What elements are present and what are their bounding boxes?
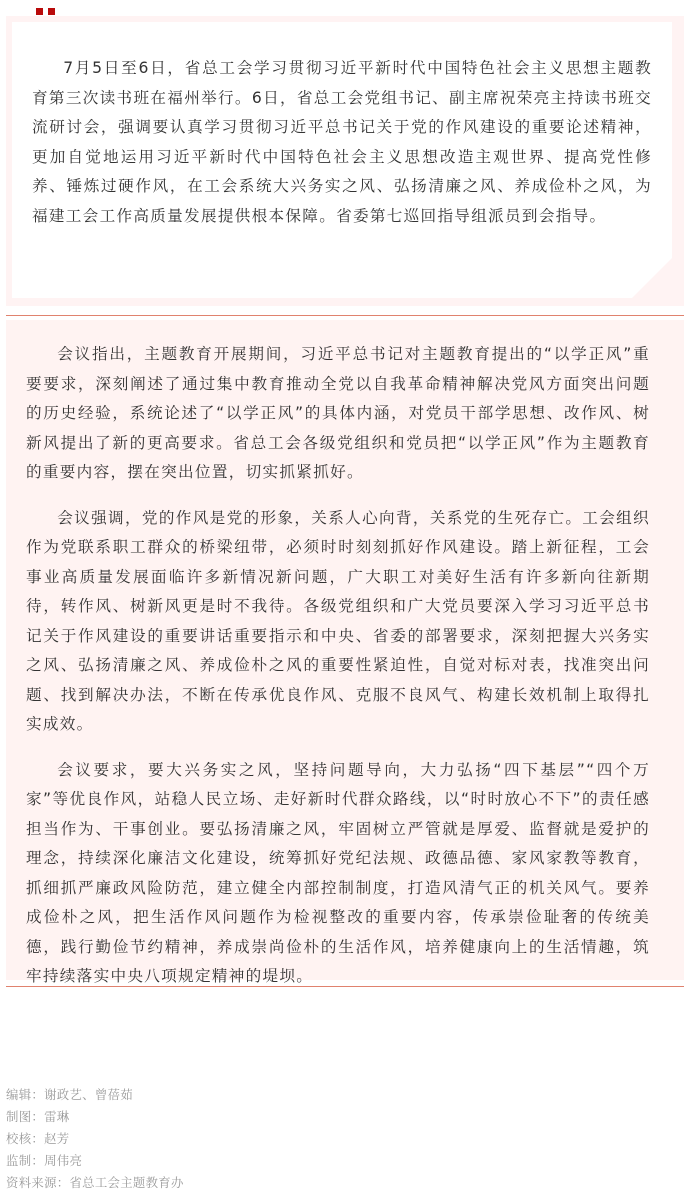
credit-supervisor: 监制：周伟亮 <box>6 1153 83 1168</box>
red-square-icon <box>48 8 55 15</box>
body-paragraph: 会议强调，党的作风是党的形象，关系人心向背，关系党的生死存亡。工会组织作为党联系职工群众的桥梁纽带，必须时时刻刻抓好作风建设。踏上新征程，工会事业高质量发展面临许多新情况新问题，广大职工对美好生活有许多新向往新期待，转作风、树新风更是时不我待。各级党组织和广大党员要深入学习习近平总书记关于作风建设的重要讲话重要指示和中央、省委的部署要求，深刻把握大兴务实之风、弘扬清廉之风、养成俭朴之风的重要性紧迫性，自觉对标对表，找准突出问题、找到解决办法，不断在传承优良作风、克服不良风气、构建长效机制上取得扎实成效。 <box>26 508 650 733</box>
divider-bottom <box>6 986 684 987</box>
credit-editor: 编辑：谢政艺、曾蓓茹 <box>6 1087 133 1102</box>
credit-graphics: 制图：雷琳 <box>6 1109 70 1124</box>
decorative-squares <box>36 8 55 15</box>
intro-box <box>6 16 684 306</box>
red-square-icon <box>36 8 43 15</box>
article-body-box <box>6 320 684 985</box>
intro-paragraph: 7月5日至6日，省总工会学习贯彻习近平新时代中国特色社会主义思想主题教育第三次读书班在福州举行。6日，省总工会党组书记、副主席祝荣亮主持读书班交流研讨会，强调要认真学习贯彻习近平总书记关于党的作风建设的重要论述精神，更加自觉地运用习近平新时代中国特色社会主义思想改造主观世界、提高党性修养、锤炼过硬作风，在工会系统大兴务实之风、弘扬清廉之风、养成俭朴之风，为福建工会工作高质量发展提供根本保障。省委第七巡回指导组派员到会指导。 <box>32 59 652 225</box>
article-body <box>26 340 650 1008</box>
divider-top <box>6 315 684 316</box>
body-paragraph: 会议指出，主题教育开展期间，习近平总书记对主题教育提出的“以学正风”重要要求，深刻阐述了通过集中教育推动全党以自我革命精神解决党风方面突出问题的历史经验，系统论述了“以学正风”的具体内涵，对党员干部学思想、改作风、树新风提出了新的更高要求。省总工会各级党组织和党员把“以学正风”作为主题教育的重要内容，摆在突出位置，切实抓紧抓好。 <box>26 345 650 481</box>
body-paragraph: 会议要求，要大兴务实之风，坚持问题导向，大力弘扬“四下基层”“四个万家”等优良作风，站稳人民立场、走好新时代群众路线，以“时时放心不下”的责任感担当作为、干事创业。要弘扬清廉之风，牢固树立严管就是厚爱、监督就是爱护的理念，持续深化廉洁文化建设，统筹抓好党纪法规、政德品德、家风家教等教育，抓细抓严廉政风险防范，建立健全内部控制制度，打造风清气正的机关风气。要养成俭朴之风，把生活作风问题作为检视整改的重要内容，传承崇俭耻奢的传统美德，践行勤俭节约精神，养成崇尚俭朴的生活作风，培养健康向上的生活情趣，筑牢持续落实中央八项规定精神的堤坝。 <box>26 760 650 985</box>
credit-source: 资料来源：省总工会主题教育办 <box>6 1175 184 1190</box>
credit-proofreader: 校核：赵芳 <box>6 1131 70 1146</box>
credits <box>6 1084 184 1194</box>
